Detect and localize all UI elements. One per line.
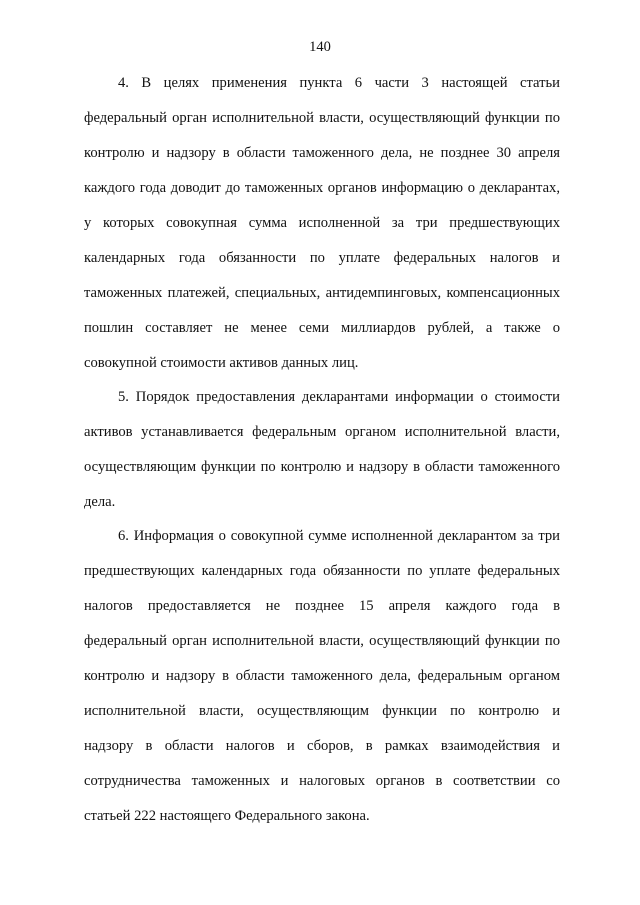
paragraph-4-line: календарных года обязанности по уплате федеральных налогов и (84, 250, 560, 266)
paragraph-6-line: 6. Информация о совокупной сумме исполненной декларантом за три (118, 528, 560, 544)
page-number: 140 (309, 39, 331, 55)
paragraph-4-line: 4. В целях применения пункта 6 части 3 настоящей статьи (118, 75, 560, 91)
paragraph-5-line: 5. Порядок предоставления декларантами информации о стоимости (118, 389, 560, 405)
paragraph-6-line: исполнительной власти, осуществляющим функции по контролю и (84, 703, 560, 719)
paragraph-4-line: таможенных платежей, специальных, антидемпинговых, компенсационных (84, 285, 560, 301)
paragraph-4-line: каждого года доводит до таможенных органов информацию о декларантах, (84, 180, 560, 196)
paragraph-5-line: дела. (84, 494, 116, 510)
paragraph-5-line: активов устанавливается федеральным органом исполнительной власти, (84, 424, 560, 440)
paragraph-4-line: федеральный орган исполнительной власти, осуществляющий функции по (84, 110, 560, 126)
paragraph-6-line: федеральный орган исполнительной власти, осуществляющий функции по (84, 633, 560, 649)
paragraph-4-line: пошлин составляет не менее семи миллиардов рублей, а также о (84, 320, 560, 336)
paragraph-4-line: совокупной стоимости активов данных лиц. (84, 355, 359, 371)
paragraph-6-line: контролю и надзору в области таможенного дела, федеральным органом (84, 668, 560, 684)
paragraph-6-line: надзору в области налогов и сборов, в рамках взаимодействия и (84, 738, 560, 754)
paragraph-5-line: осуществляющим функции по контролю и надзору в области таможенного (84, 459, 560, 475)
paragraph-6-line: налогов предоставляется не позднее 15 апреля каждого года в (84, 598, 560, 614)
paragraph-6-line: статьей 222 настоящего Федерального закона. (84, 808, 370, 824)
paragraph-6-line: предшествующих календарных года обязанности по уплате федеральных (84, 563, 560, 579)
paragraph-6-line: сотрудничества таможенных и налоговых органов в соответствии со (84, 773, 560, 789)
paragraph-4-line: контролю и надзору в области таможенного дела, не позднее 30 апреля (84, 145, 560, 161)
paragraph-4-line: у которых совокупная сумма исполненной за три предшествующих (84, 215, 560, 231)
